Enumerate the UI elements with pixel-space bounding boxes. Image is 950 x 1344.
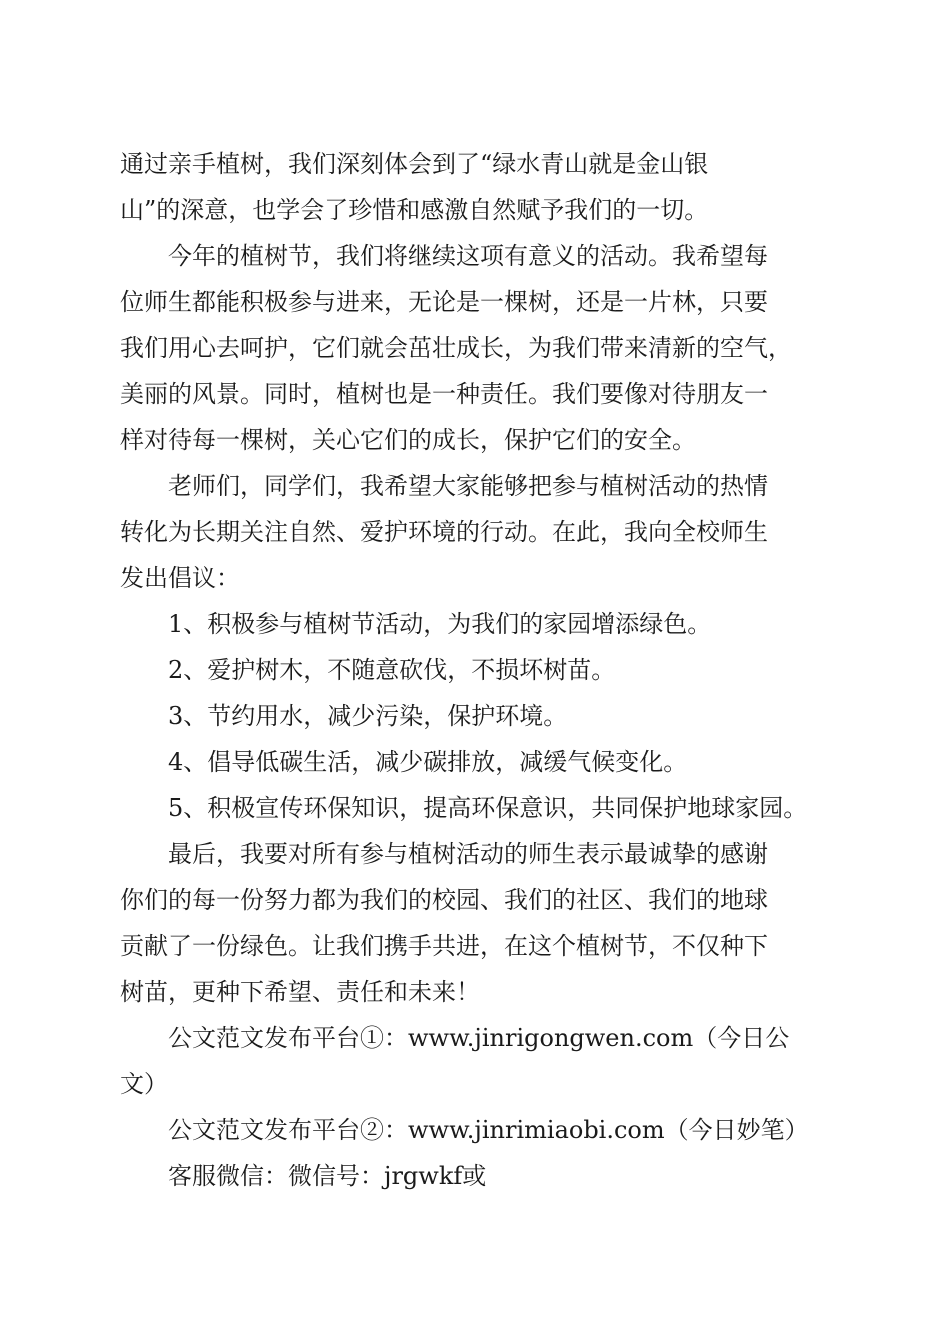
paragraph-line: 山”的深意，也学会了珍惜和感激自然赋予我们的一切。 bbox=[120, 196, 709, 224]
paragraph-line: 位师生都能积极参与进来，无论是一棵树，还是一片林，只要 bbox=[120, 288, 768, 316]
footer-platform-1-cont: 文） bbox=[120, 1070, 168, 1098]
list-item: 2、爱护树木，不随意砍伐，不损坏树苗。 bbox=[168, 656, 616, 684]
paragraph-line: 我们用心去呵护，它们就会茁壮成长，为我们带来清新的空气， bbox=[120, 334, 792, 362]
footer-platform-2: 公文范文发布平台②：www.jinrimiaobi.com（今日妙笔） bbox=[168, 1116, 809, 1144]
paragraph-line: 贡献了一份绿色。让我们携手共进，在这个植树节，不仅种下 bbox=[120, 932, 768, 960]
paragraph-line: 发出倡议： bbox=[120, 564, 240, 592]
paragraph-line: 树苗，更种下希望、责任和未来！ bbox=[120, 978, 480, 1006]
paragraph-line: 老师们，同学们，我希望大家能够把参与植树活动的热情 bbox=[168, 472, 768, 500]
footer-wechat: 客服微信：微信号：jrgwkf或 bbox=[168, 1162, 487, 1190]
list-item: 3、节约用水，减少污染，保护环境。 bbox=[168, 702, 568, 730]
paragraph-line: 通过亲手植树，我们深刻体会到了“绿水青山就是金山银 bbox=[120, 150, 709, 178]
paragraph-line: 美丽的风景。同时，植树也是一种责任。我们要像对待朋友一 bbox=[120, 380, 768, 408]
list-item: 5、积极宣传环保知识，提高环保意识，共同保护地球家园。 bbox=[168, 794, 808, 822]
paragraph-line: 你们的每一份努力都为我们的校园、我们的社区、我们的地球 bbox=[120, 886, 768, 914]
paragraph-line: 样对待每一棵树，关心它们的成长，保护它们的安全。 bbox=[120, 426, 696, 454]
paragraph-line: 转化为长期关注自然、爱护环境的行动。在此，我向全校师生 bbox=[120, 518, 768, 546]
paragraph-line: 今年的植树节，我们将继续这项有意义的活动。我希望每 bbox=[168, 242, 768, 270]
list-item: 1、积极参与植树节活动，为我们的家园增添绿色。 bbox=[168, 610, 712, 638]
list-item: 4、倡导低碳生活，减少碳排放，减缓气候变化。 bbox=[168, 748, 688, 776]
paragraph-line: 最后，我要对所有参与植树活动的师生表示最诚挚的感谢 bbox=[168, 840, 768, 868]
footer-platform-1: 公文范文发布平台①：www.jinrigongwen.com（今日公 bbox=[168, 1024, 790, 1052]
